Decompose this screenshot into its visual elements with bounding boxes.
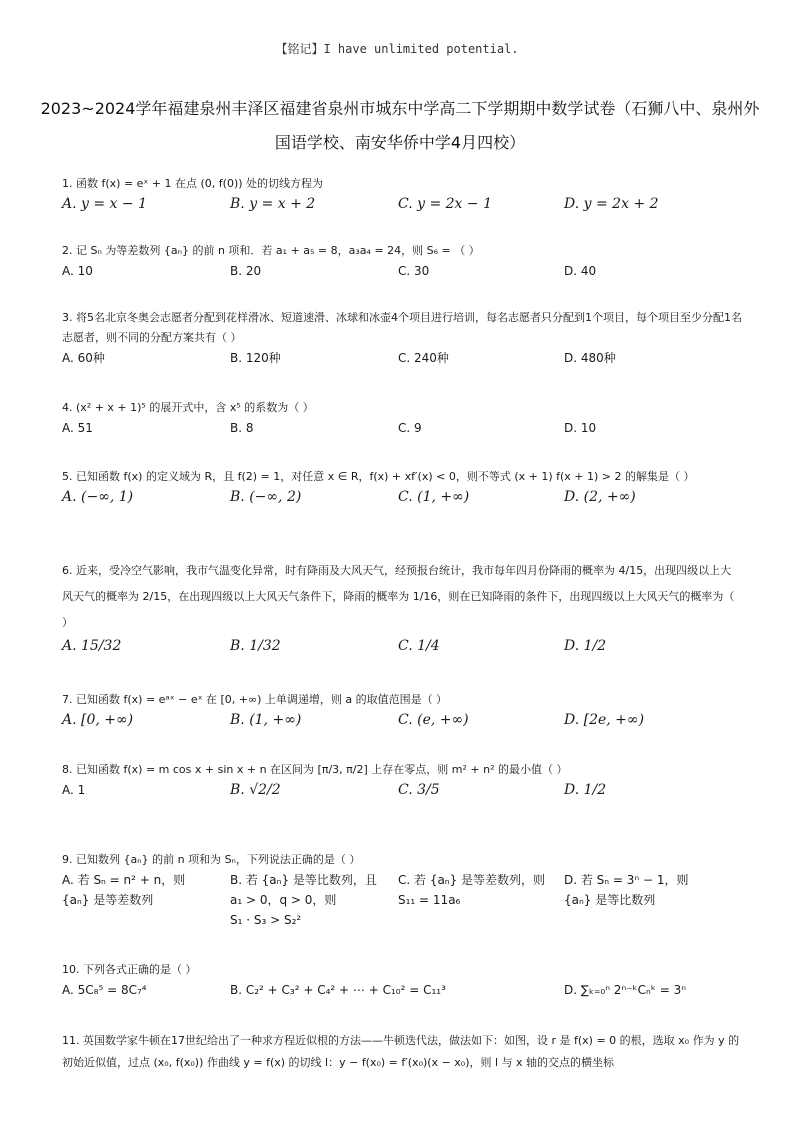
option-a: A. 15/32 [62,638,122,654]
question-stem: 5. 已知函数 f(x) 的定义域为 R，且 f(2) = 1，对任意 x ∈ R，f(x) + xf′(x) < 0，则不等式 (x + 1) f(x + 1) > 2 的解集是（ ） [62,470,695,483]
question-4 [62,398,742,440]
option-a: A. 5C₈⁵ = 8C₇⁴ [62,983,147,997]
option-d: D. 40 [564,264,597,278]
question-stem: 8. 已知函数 f(x) = m cos x + sin x + n 在区间为 [π/3, π/2] 上存在零点，则 m² + n² 的最小值（ ） [62,763,568,776]
option-d: D. 1/2 [564,782,607,798]
option-b: B. 若 {aₙ} 是等比数列，且 a₁ > 0，q > 0，则 S₁ · S₃ > S₂² [230,873,377,927]
question-stem: 7. 已知函数 f(x) = eᵃˣ − eˣ 在 [0, +∞) 上单调递增，则 a 的取值范围是（ ） [62,693,448,706]
question-7 [62,690,742,732]
option-d: D. (2, +∞) [564,489,636,505]
option-a: A. 若 Sₙ = n² + n，则 {aₙ} 是等差数列 [62,873,186,907]
question-stem: 10. 下列各式正确的是（ ） [62,963,197,976]
question-2 [62,241,742,283]
option-d: D. 若 Sₙ = 3ⁿ − 1，则 {aₙ} 是等比数列 [564,873,689,907]
option-b: B. 1/32 [230,638,281,654]
option-b: B. (1, +∞) [230,712,302,728]
option-b: B. C₂² + C₃² + C₄² + ⋯ + C₁₀² = C₁₁³ [230,983,446,997]
exam-title: 2023~2024学年福建泉州丰泽区福建省泉州市城东中学高二下学期期中数学试卷（石狮八中、泉州外国语学校、南安华侨中学4月四校） [40,99,760,152]
option-d: D. 10 [564,421,597,435]
option-b: B. 20 [230,264,262,278]
option-a: A. [0, +∞) [62,712,134,728]
option-a: A. y = x − 1 [62,196,147,212]
question-6 [62,558,742,676]
question-5 [62,467,742,509]
motto-header: 【铭记】I have unlimited potential. [275,42,519,56]
question-stem: 11. 英国数学家牛顿在17世纪给出了一种求方程近似根的方法——牛顿迭代法，做法如下：如图，设 r 是 f(x) = 0 的根，选取 x₀ 作为 y 的初始近似值，过点 (x₀, f(x₀)) 作曲线 y = f(x) 的切线 l：y − f(x₀) = f′(x₀)(x − x₀)，则 l 与 x 轴的交点的横坐标 [62,1034,740,1069]
option-c: C. 1/4 [398,638,440,654]
question-stem: 2. 记 Sₙ 为等差数列 {aₙ} 的前 n 项和．若 a₁ + a₅ = 8，a₃a₄ = 24，则 S₆ = （ ） [62,244,480,257]
question-8 [62,760,742,820]
option-d: D. 480种 [564,351,616,365]
option-b: B. (−∞, 2) [230,489,302,505]
option-d: D. [2e, +∞) [564,712,645,728]
question-9 [62,850,742,934]
option-d: D. 1/2 [564,638,607,654]
option-b: B. 120种 [230,351,281,365]
option-b: B. 8 [230,421,254,435]
option-c: C. (e, +∞) [398,712,469,728]
option-c: C. 若 {aₙ} 是等差数列，则 S₁₁ = 11a₆ [398,873,546,907]
question-10 [62,960,742,1002]
option-d: D. ∑ₖ₌₀ⁿ 2ⁿ⁻ᵏCₙᵏ = 3ⁿ [564,983,687,997]
option-a: A. 60种 [62,351,105,365]
question-1 [62,174,742,216]
option-b: B. y = x + 2 [230,196,316,212]
option-b: B. √2/2 [230,782,281,798]
question-stem: 9. 已知数列 {aₙ} 的前 n 项和为 Sₙ，下列说法正确的是（ ） [62,853,361,866]
question-stem: 6. 近来，受冷空气影响，我市气温变化异常，时有降雨及大风天气，经预报台统计，我市每年四月份降雨的概率为 4/15，出现四级以上大风天气的概率为 2/15，在出现四级以上大风天气条件下，降雨的概率为 1/16，则在已知降雨的条件下，出现四级以上大风天气的概率为（ ） [62,564,735,629]
question-11 [62,1030,742,1074]
option-c: C. (1, +∞) [398,489,470,505]
option-c: C. y = 2x − 1 [398,196,492,212]
option-a: A. 1 [62,783,86,797]
question-stem: 4. (x² + x + 1)⁵ 的展开式中，含 x⁵ 的系数为（ ） [62,401,314,414]
option-a: A. 10 [62,264,93,278]
option-a: A. (−∞, 1) [62,489,134,505]
option-c: C. 3/5 [398,782,440,798]
question-stem: 1. 函数 f(x) = eˣ + 1 在点 (0, f(0)) 处的切线方程为 [62,177,324,190]
option-c: C. 30 [398,264,430,278]
option-c: C. 240种 [398,351,449,365]
option-c: C. 9 [398,421,422,435]
option-d: D. y = 2x + 2 [564,196,659,212]
question-3 [62,308,742,370]
option-a: A. 51 [62,421,93,435]
question-stem: 3. 将5名北京冬奥会志愿者分配到花样滑冰、短道速滑、冰球和冰壶4个项目进行培训，每名志愿者只分配到1个项目，每个项目至少分配1名志愿者，则不同的分配方案共有（ ） [62,311,742,344]
